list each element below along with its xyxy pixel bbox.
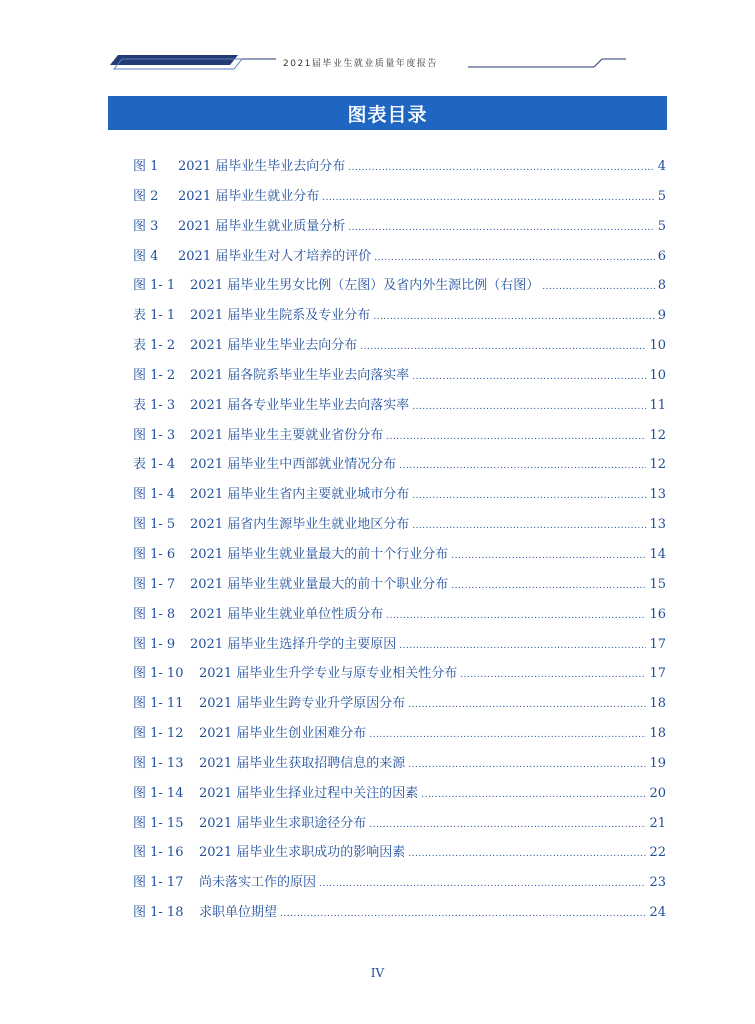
toc-leader-dots: [399, 632, 646, 662]
toc-entry-title: 2021 届毕业生跨专业升学原因分布: [199, 696, 406, 712]
report-header-title: 2021届毕业生就业质量年度报告: [283, 59, 438, 69]
toc-entry[interactable]: [133, 510, 666, 540]
toc-entry[interactable]: [133, 152, 666, 182]
toc-entry-page: 12: [649, 457, 666, 473]
toc-entry-title: 2021 届毕业生毕业去向分布: [178, 159, 346, 174]
toc-leader-dots: [412, 363, 646, 393]
toc-entry-label: 图 1- 4: [133, 487, 176, 503]
toc-entry-page: 4: [657, 159, 666, 174]
toc-entry-page: 8: [657, 278, 666, 294]
toc-leader-dots: [408, 840, 646, 870]
toc-entry-page: 17: [649, 666, 666, 682]
toc-entry-title: 2021 届毕业生求职途径分布: [199, 815, 367, 831]
toc-entry-label: 图 1- 10: [133, 666, 184, 682]
toc-entry[interactable]: [133, 182, 666, 212]
toc-entry-label: 图 1- 3: [133, 427, 176, 443]
toc-entry[interactable]: [133, 600, 666, 630]
toc-entry[interactable]: [133, 480, 666, 510]
toc-entry-title: 2021 届各院系毕业生毕业去向落实率: [190, 367, 410, 383]
toc-entry[interactable]: [133, 809, 666, 839]
toc-leader-dots: [421, 781, 646, 811]
toc-entry[interactable]: [133, 361, 666, 391]
toc-entry-label: 图 1- 12: [133, 726, 184, 742]
page-number: IV: [370, 966, 385, 980]
toc-entry-label: 图 1- 16: [133, 845, 184, 861]
toc-leader-dots: [369, 811, 646, 841]
toc-entry[interactable]: [133, 242, 666, 272]
toc-entry-title: 2021 届毕业生就业量最大的前十个行业分布: [190, 546, 449, 562]
toc-entry-title: 2021 届毕业生就业质量分析: [178, 218, 346, 234]
toc-entry-title: 2021 届毕业生获取招聘信息的来源: [199, 755, 406, 771]
toc-entry-page: 24: [649, 905, 666, 921]
toc-entry-page: 19: [649, 755, 666, 771]
toc-leader-dots: [460, 661, 646, 691]
toc-entry-page: 5: [657, 218, 666, 234]
toc-entry[interactable]: [133, 719, 666, 749]
toc-entry-label: 图 1: [133, 159, 159, 174]
toc-entry-title: 2021 届毕业生主要就业省份分布: [190, 427, 384, 443]
toc-entry-title: 2021 届毕业生升学专业与原专业相关性分布: [199, 666, 458, 682]
header-rule-bend: [594, 59, 602, 67]
figure-table-list: [133, 152, 666, 928]
toc-entry[interactable]: [133, 898, 666, 928]
toc-entry-title: 2021 届毕业生创业困难分布: [199, 726, 367, 742]
toc-leader-dots: [319, 870, 646, 900]
toc-entry-title: 2021 届毕业生求职成功的影响因素: [199, 845, 406, 861]
toc-entry-title: 2021 届毕业生就业分布: [178, 188, 320, 204]
toc-leader-dots: [542, 273, 655, 303]
toc-entry-title: 2021 届毕业生对人才培养的评价: [178, 248, 372, 264]
toc-entry-title: 求职单位期望: [199, 905, 278, 921]
toc-entry-label: 表 1- 4: [133, 457, 176, 473]
toc-entry-page: 5: [657, 188, 666, 204]
toc-entry[interactable]: [133, 301, 666, 331]
toc-leader-dots: [412, 512, 646, 542]
toc-entry[interactable]: [133, 540, 666, 570]
toc-entry-page: 9: [657, 308, 666, 324]
header-dark-tab: [110, 55, 238, 65]
toc-leader-dots: [322, 184, 655, 214]
toc-entry-label: 图 1- 11: [133, 696, 184, 712]
toc-entry-label: 图 1- 1: [133, 278, 176, 294]
toc-entry-page: 11: [649, 397, 666, 413]
toc-leader-dots: [451, 542, 646, 572]
toc-entry-page: 10: [649, 338, 666, 354]
toc-entry[interactable]: [133, 689, 666, 719]
toc-leader-dots: [386, 602, 646, 632]
toc-entry-title: 2021 届各专业毕业生毕业去向落实率: [190, 397, 410, 413]
toc-leader-dots: [280, 900, 646, 930]
toc-entry-page: 16: [649, 606, 666, 622]
toc-leader-dots: [408, 691, 646, 721]
toc-entry-title: 2021 届毕业生中西部就业情况分布: [190, 457, 397, 473]
toc-leader-dots: [360, 333, 646, 363]
toc-entry-label: 图 1- 2: [133, 367, 176, 383]
toc-entry-page: 22: [649, 845, 666, 861]
toc-leader-dots: [348, 214, 655, 244]
toc-entry-page: 20: [649, 785, 666, 801]
toc-entry-label: 图 1- 13: [133, 755, 184, 771]
toc-entry-page: 17: [649, 636, 666, 652]
toc-entry-label: 图 3: [133, 218, 159, 234]
toc-entry-page: 18: [649, 726, 666, 742]
toc-entry-page: 18: [649, 696, 666, 712]
toc-leader-dots: [374, 244, 655, 274]
toc-entry[interactable]: [133, 271, 666, 301]
toc-entry-title: 2021 届毕业生就业量最大的前十个职业分布: [190, 576, 449, 592]
toc-entry-page: 13: [649, 487, 666, 503]
toc-entry[interactable]: [133, 659, 666, 689]
toc-entry-label: 图 1- 7: [133, 576, 176, 592]
toc-entry-label: 图 1- 18: [133, 905, 184, 921]
toc-entry[interactable]: [133, 450, 666, 480]
toc-entry-title: 2021 届毕业生选择升学的主要原因: [190, 636, 397, 652]
toc-entry-title: 2021 届毕业生院系及专业分布: [190, 308, 371, 324]
toc-entry-page: 6: [657, 248, 666, 264]
toc-entry[interactable]: [133, 570, 666, 600]
toc-entry[interactable]: [133, 391, 666, 421]
toc-leader-dots: [348, 154, 655, 184]
toc-entry-label: 图 2: [133, 188, 159, 204]
toc-entry-page: 12: [649, 427, 666, 443]
toc-leader-dots: [451, 572, 646, 602]
toc-entry-page: 14: [649, 546, 666, 562]
toc-entry-label: 图 1- 5: [133, 517, 176, 533]
toc-entry-title: 2021 届毕业生男女比例（左图）及省内外生源比例（右图）: [190, 278, 540, 294]
toc-entry-label: 表 1- 1: [133, 308, 176, 324]
toc-leader-dots: [386, 423, 646, 453]
toc-entry[interactable]: [133, 212, 666, 242]
toc-entry-label: 图 1- 14: [133, 785, 184, 801]
toc-entry[interactable]: [133, 331, 666, 361]
toc-entry[interactable]: [133, 749, 666, 779]
toc-leader-dots: [408, 751, 646, 781]
toc-entry-title: 2021 届毕业生择业过程中关注的因素: [199, 785, 419, 801]
toc-entry[interactable]: [133, 868, 666, 898]
toc-entry-label: 表 1- 2: [133, 338, 176, 354]
section-banner: [108, 96, 667, 130]
toc-entry-title: 2021 届毕业生毕业去向分布: [190, 338, 358, 354]
toc-entry-label: 图 1- 8: [133, 606, 176, 622]
toc-entry-label: 图 1- 17: [133, 875, 184, 891]
toc-entry-page: 21: [649, 815, 666, 831]
toc-entry-label: 图 4: [133, 248, 159, 264]
toc-leader-dots: [373, 303, 655, 333]
toc-entry-page: 15: [649, 576, 666, 592]
toc-entry-title: 2021 届省内生源毕业生就业地区分布: [190, 517, 410, 533]
toc-entry-page: 13: [649, 517, 666, 533]
toc-entry-label: 图 1- 9: [133, 636, 176, 652]
toc-entry-page: 23: [649, 875, 666, 891]
toc-leader-dots: [412, 393, 646, 423]
toc-leader-dots: [399, 452, 646, 482]
toc-entry-title: 尚未落实工作的原因: [199, 875, 317, 891]
toc-entry-label: 图 1- 15: [133, 815, 184, 831]
toc-entry[interactable]: [133, 779, 666, 809]
toc-leader-dots: [369, 721, 646, 751]
toc-entry-label: 表 1- 3: [133, 397, 176, 413]
toc-entry[interactable]: [133, 421, 666, 451]
toc-entry[interactable]: [133, 630, 666, 660]
toc-entry-title: 2021 届毕业生省内主要就业城市分布: [190, 487, 410, 503]
toc-entry-label: 图 1- 6: [133, 546, 176, 562]
toc-entry[interactable]: [133, 838, 666, 868]
section-title: 图表目录: [347, 103, 428, 126]
toc-leader-dots: [412, 482, 646, 512]
toc-entry-title: 2021 届毕业生就业单位性质分布: [190, 606, 384, 622]
toc-entry-page: 10: [649, 367, 666, 383]
